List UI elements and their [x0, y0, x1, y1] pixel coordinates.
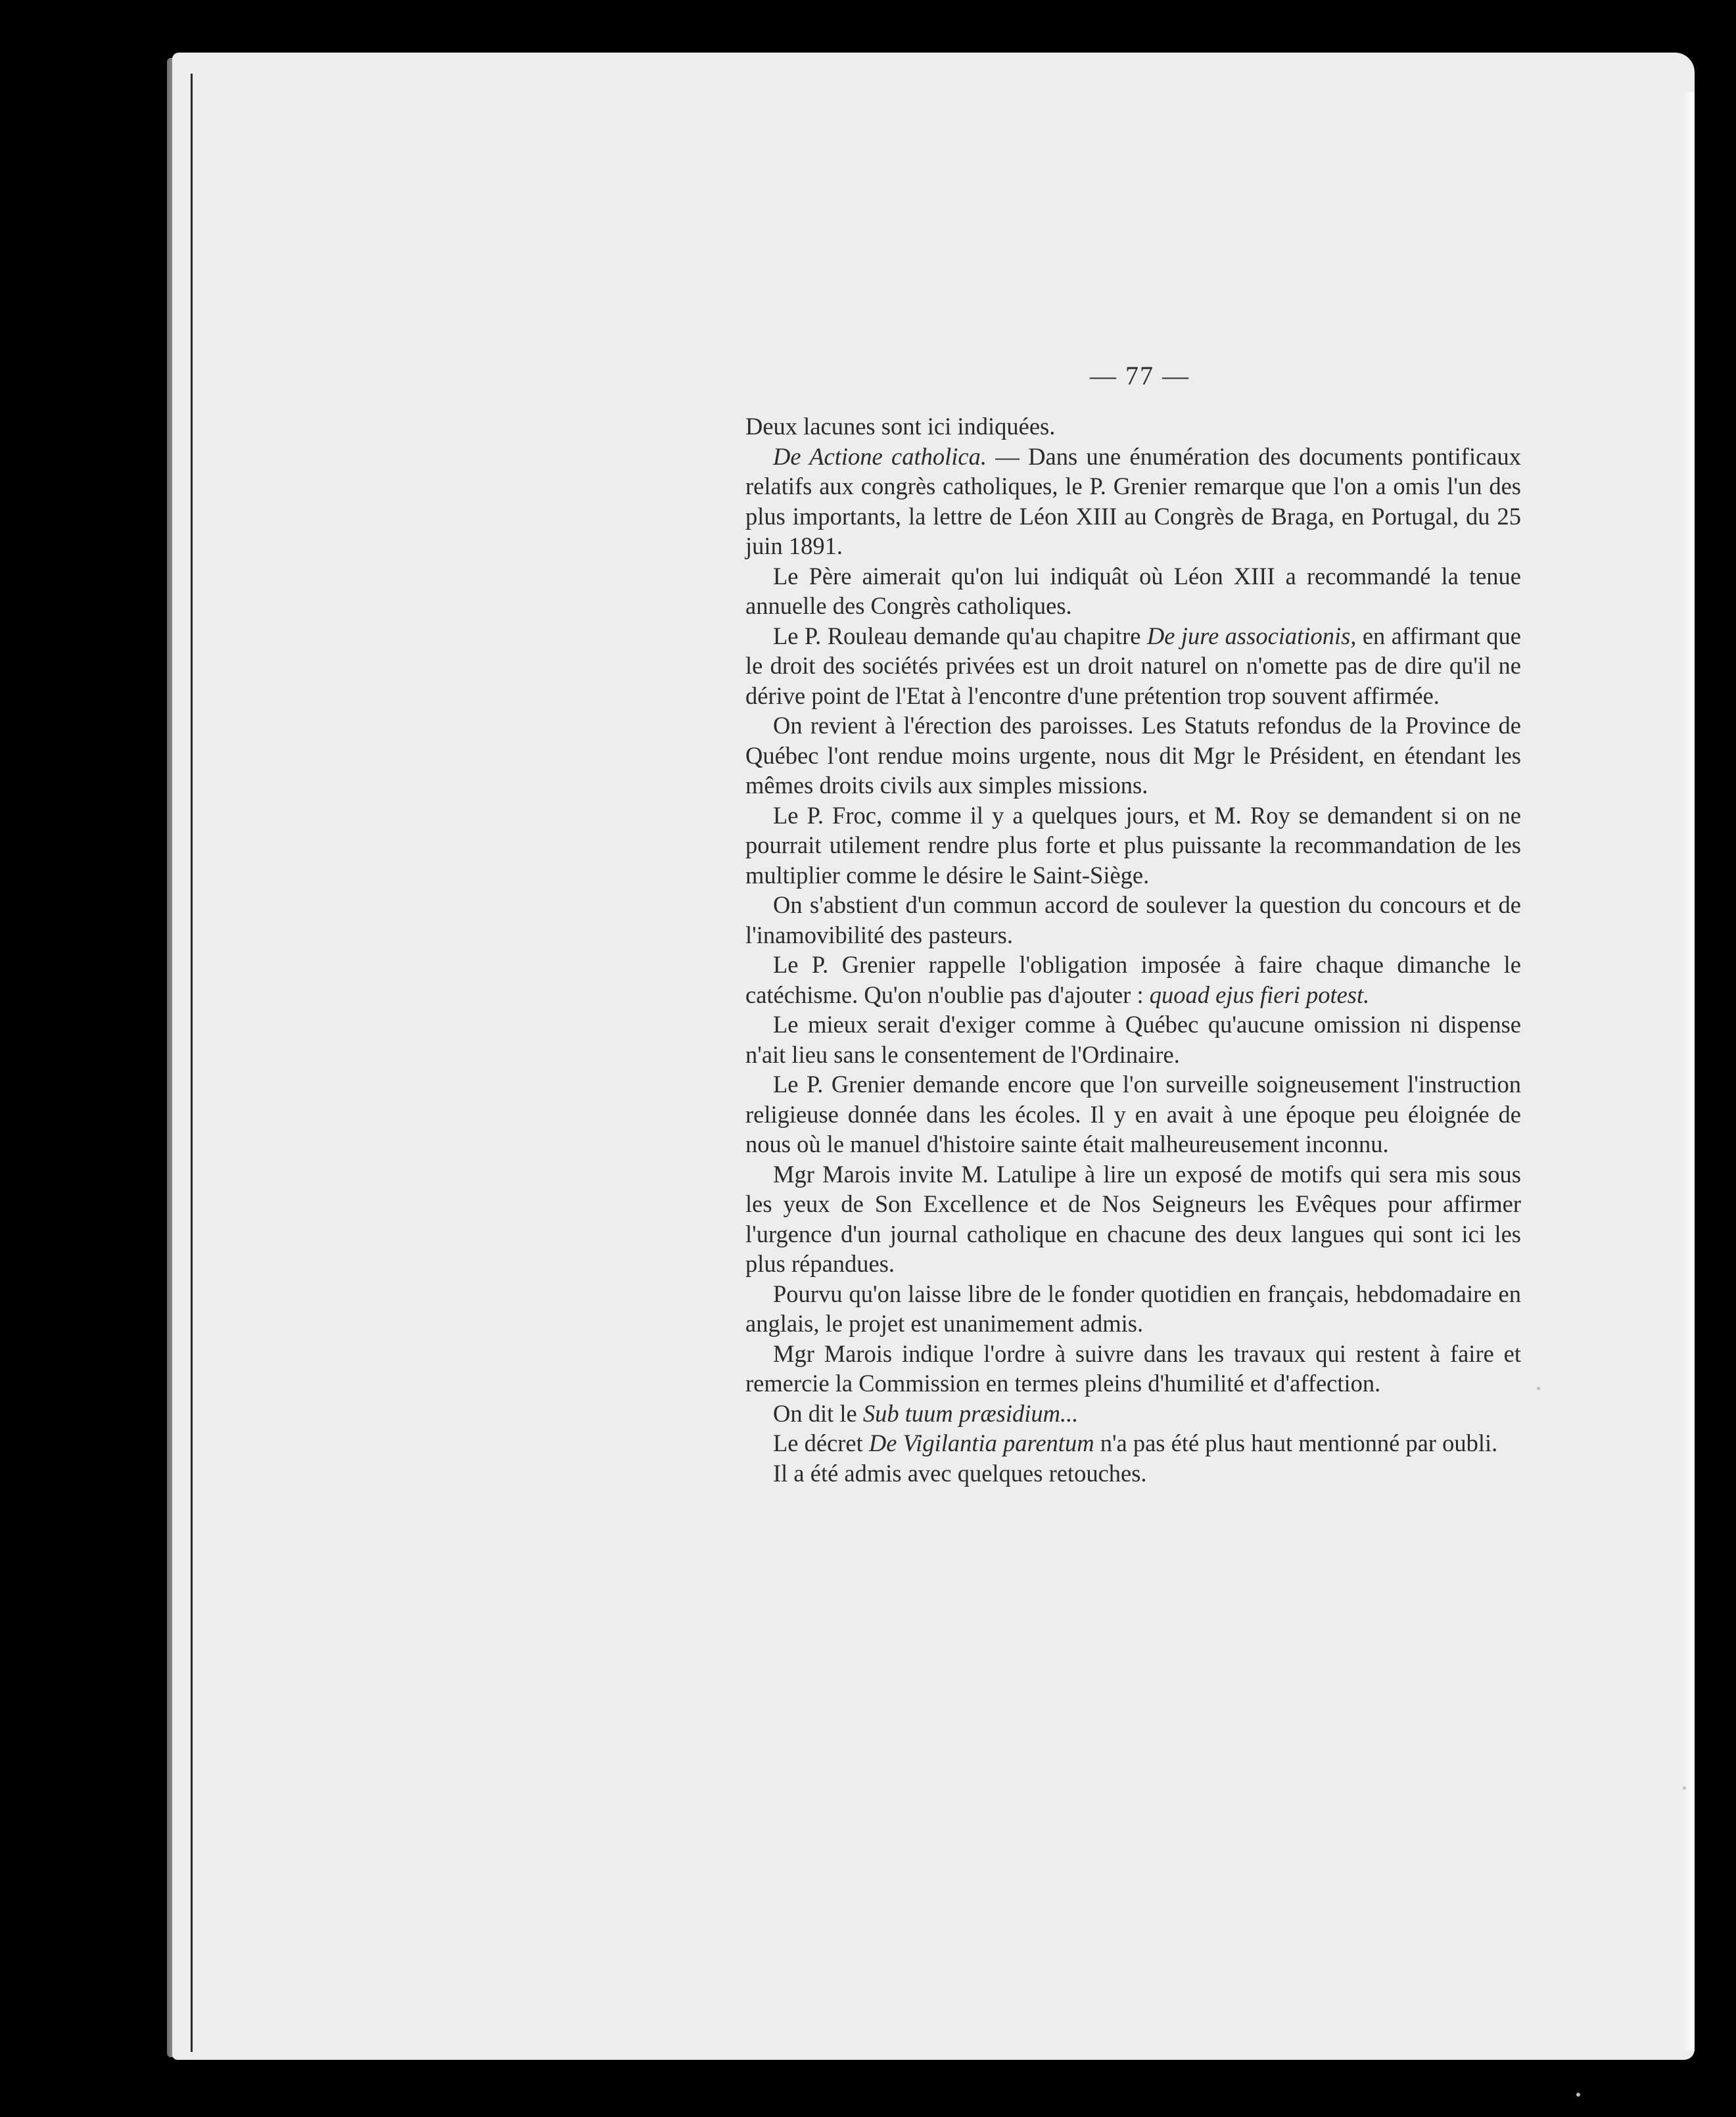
paragraph — [745, 1159, 1521, 1279]
text-run: On s'abstient d'un commun accord de soulever la question du concours et de l'inamovibilité des pasteurs. — [745, 891, 1521, 948]
text-run: n'a pas été plus haut mentionné par oubli. — [1094, 1430, 1498, 1456]
text-run: Deux lacunes sont ici indiquées. — [745, 413, 1056, 440]
page-number: — 77 — — [1090, 361, 1190, 390]
text-run: On dit le — [773, 1399, 863, 1427]
text-run: Mgr Marois indique l'ordre à suivre dans les travaux qui restent à faire et remercie la Commission en termes pleins d'humilité et d'affection. — [745, 1339, 1521, 1397]
text-run: Le P. Grenier rappelle l'obligation imposée à faire chaque dimanche le catéchisme. Qu'on n'oublie pas d'ajouter : — [745, 951, 1521, 1008]
paragraph — [745, 710, 1521, 801]
text-run: Le mieux serait d'exiger comme à Québec qu'aucune omission ni dispense n'ait lieu sans le consentement de l'Ordinaire. — [745, 1011, 1521, 1068]
text-run: en affirmant que le droit des sociétés privées est un droit naturel on n'omette pas de dire qu'il ne dérive point de l'Etat à l'encontre d'une prétention trop souvent affirmée. — [745, 622, 1521, 709]
text-run: Le Père aimerait qu'on lui indiquât où Léon XIII a recommandé la tenue annuelle des Congrès catholiques. — [745, 562, 1521, 619]
paragraph — [745, 1399, 1521, 1429]
paragraph — [745, 1010, 1521, 1069]
paragraph — [745, 950, 1521, 1010]
text-run: Pourvu qu'on laisse libre de le fonder quotidien en français, hebdomadaire en anglais, le projet est unanimement admis. — [745, 1280, 1521, 1337]
scan-speck — [1537, 1387, 1540, 1390]
italic-run: De Vigilantia parentum — [868, 1430, 1094, 1456]
text-run: Le décret — [773, 1430, 869, 1456]
scan-speck — [1576, 2093, 1580, 2097]
paragraph — [745, 621, 1521, 711]
text-run: Mgr Marois invite M. Latulipe à lire un exposé de motifs qui sera mis sous les yeux de Son Excellence et de Nos Seigneurs les Evêques pour affirmer l'urgence d'un journal catholique en chacune des deux langues qui sont ici les plus répandues. — [745, 1160, 1521, 1277]
text-run: Le P. Grenier demande encore que l'on surveille soigneusement l'instruction religieuse donnée dans les écoles. Il y en avait à une époque peu éloignée de nous où le manuel d'histoire sainte était malheureusement inconnu. — [745, 1071, 1521, 1157]
text-run: Il a été admis avec quelques retouches. — [773, 1459, 1147, 1487]
body-text — [745, 411, 1521, 1488]
binding-line — [191, 74, 193, 2052]
paragraph — [745, 1279, 1521, 1339]
scan-speck — [1683, 1786, 1686, 1790]
paragraph — [745, 1069, 1521, 1159]
paragraph — [745, 1428, 1521, 1458]
italic-run: De jure associationis, — [1146, 622, 1357, 649]
paragraph — [745, 890, 1521, 950]
italic-run: Sub tuum præsidium... — [862, 1399, 1079, 1427]
page-right-edge — [1683, 92, 1695, 2051]
text-run: Le P. Rouleau demande qu'au chapitre — [773, 622, 1147, 649]
italic-run: quoad ejus fieri potest. — [1149, 981, 1370, 1008]
paragraph — [745, 1339, 1521, 1399]
paragraph — [745, 1458, 1521, 1489]
paragraph — [745, 561, 1521, 621]
text-run: Le P. Froc, comme il y a quelques jours, et M. Roy se demandent si on ne pourrait utilement rendre plus forte et plus puissante la recommandation de les multiplier comme le désire le Saint-Siège. — [745, 801, 1521, 889]
paragraph — [745, 411, 1521, 442]
text-run: — Dans une énumération des documents pontificaux relatifs aux congrès catholiques, le P. Grenier remarque que l'on a omis l'un des plus importants, la lettre de Léon XIII au Congrès de Braga, en Portugal, du 25 juin 1891. — [745, 442, 1521, 559]
paragraph — [745, 801, 1521, 891]
italic-run: De Actione catholica. — [773, 442, 987, 470]
text-run: On revient à l'érection des paroisses. Les Statuts refondus de la Province de Québec l'ont rendue moins urgente, nous dit Mgr le Président, en étendant les mêmes droits civils aux simples missions. — [745, 712, 1521, 799]
paragraph — [745, 442, 1521, 561]
